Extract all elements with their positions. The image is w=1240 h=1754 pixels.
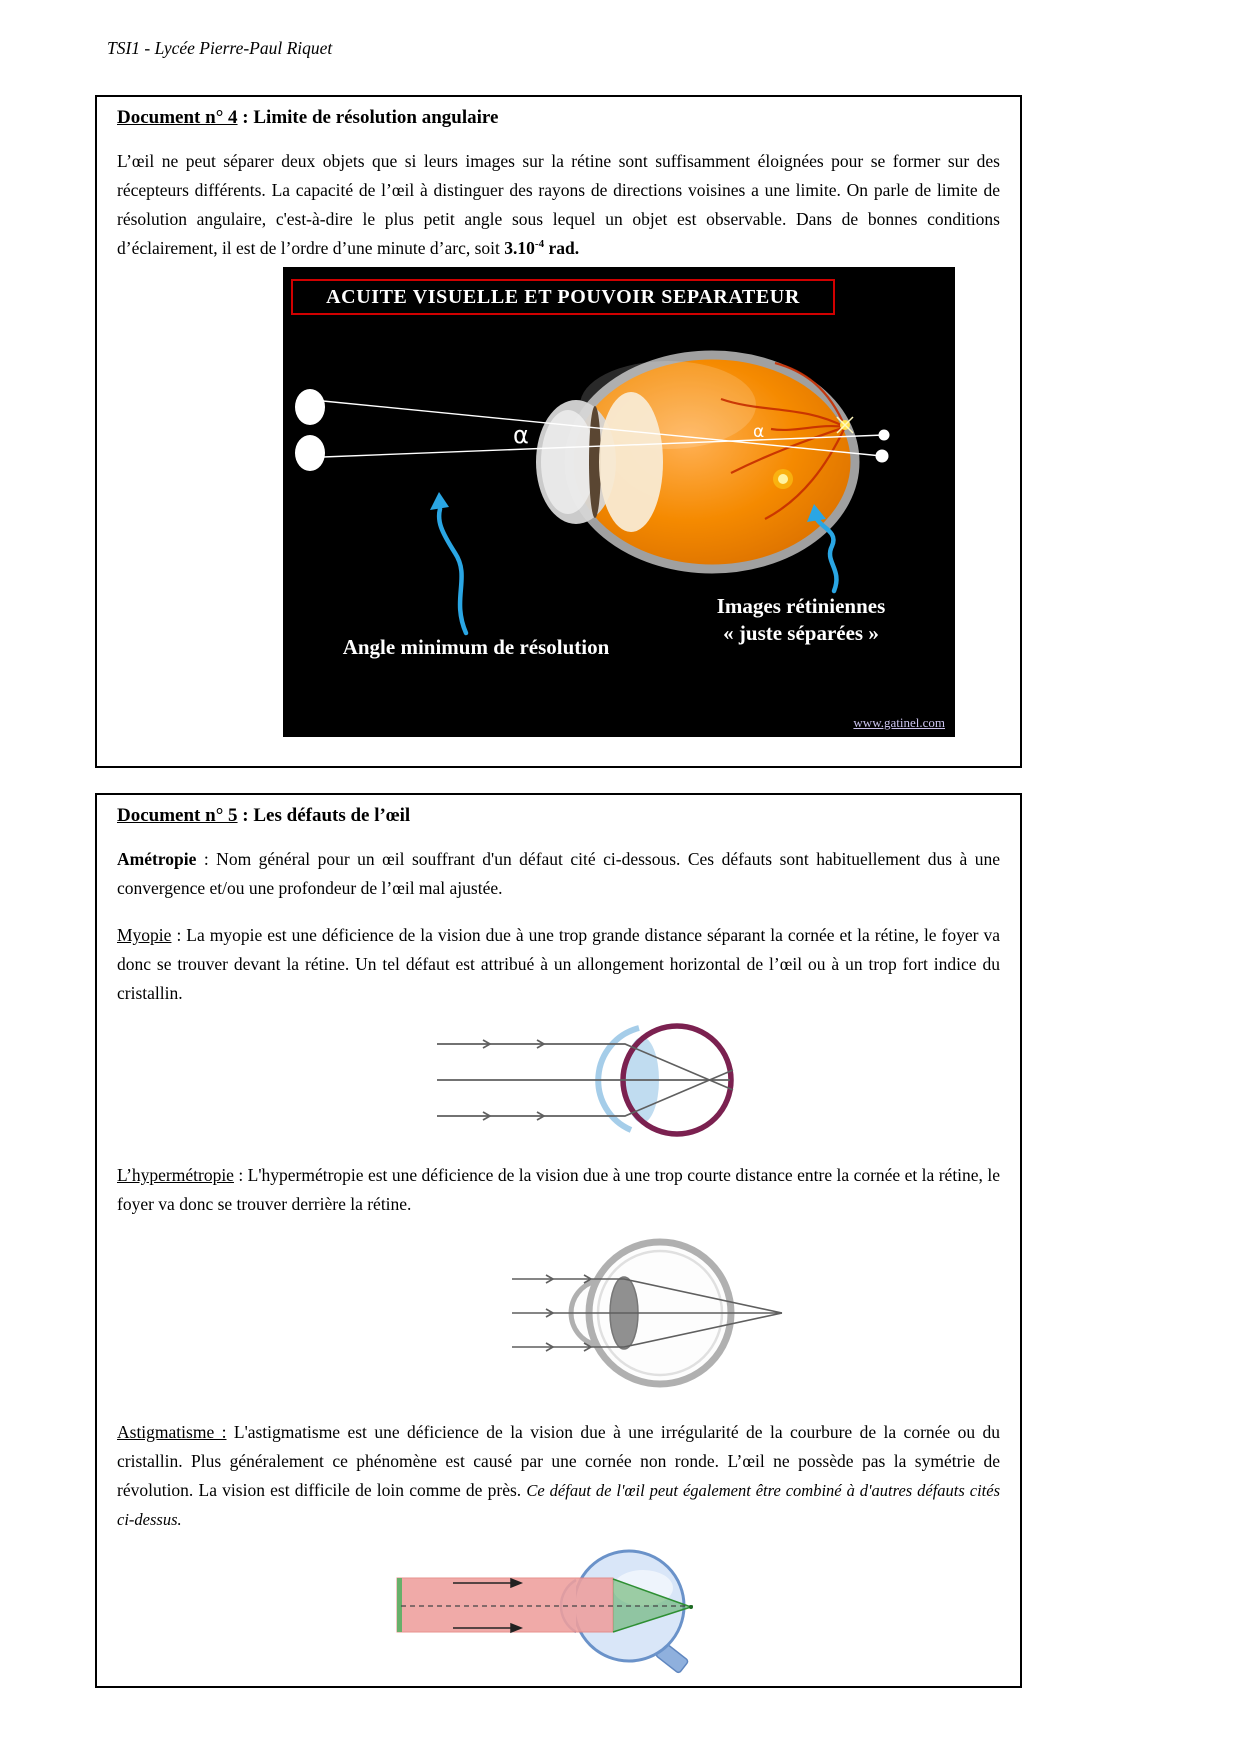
doc5-box	[95, 793, 1022, 1688]
eye-diagram	[283, 267, 955, 737]
astigmatisme-italic-note: Ce défaut de l'œil peut également être combiné à d'autres défauts cités ci-dessus.	[117, 1481, 1000, 1529]
doc4-title-rest: : Limite de résolution angulaire	[237, 107, 499, 128]
doc5-title-rest: : Les défauts de l’œil	[237, 805, 411, 826]
doc4-title	[117, 107, 1000, 129]
astigmatisme-term: Astigmatisme :	[117, 1422, 227, 1442]
hypermetropie-term: L’hypermétropie	[117, 1165, 234, 1185]
doc4-title-label: Document n° 4	[117, 107, 238, 128]
figure-title: ACUITE VISUELLE ET POUVOIR SEPARATEUR	[291, 279, 835, 315]
doc4-paragraph-text: L’œil ne peut séparer deux objets que si leurs images sur la rétine sont suffisamment éloignées pour se former sur des récepteurs différents. La capacité de l’œil à distinguer des rayons de directions voisines a une limite. On parle de limite de résolution angulaire, c'est-à-dire le plus petit angle sous lequel un objet est observable. Dans de bonnes conditions d’éclairement, il est de l’ordre d’une minute d’arc, soit	[117, 151, 1000, 258]
doc4-value-unit: rad.	[544, 238, 580, 258]
myopia-diagram	[425, 1018, 755, 1143]
page-header: TSI1 - Lycée Pierre-Paul Riquet	[107, 38, 333, 58]
angle-minimum-label: Angle minimum de résolution	[342, 635, 610, 659]
astigmatisme-paragraph	[117, 1418, 1000, 1534]
doc4-value-bold: 3.10	[504, 238, 535, 258]
doc4-value-exponent: -4	[534, 238, 545, 251]
doc5-title-label: Document n° 5	[117, 805, 238, 826]
retinal-images-label	[681, 593, 921, 647]
alpha-label-left: α	[513, 421, 529, 449]
myopie-paragraph	[117, 921, 1000, 1008]
doc5-title	[117, 805, 1000, 827]
astigmatism-diagram	[395, 1542, 715, 1677]
acuity-figure	[283, 267, 955, 737]
ametropie-text: : Nom général pour un œil souffrant d'un défaut cité ci-dessous. Ces défauts sont habituellement dus à une convergence et/ou une profondeur de l’œil mal ajustée.	[117, 849, 1000, 898]
ametropie-term: Amétropie	[117, 849, 197, 869]
hypermetropia-diagram	[510, 1225, 790, 1400]
blue-arrow-left-icon	[430, 492, 466, 633]
myopie-text: : La myopie est une déficience de la vision due à une trop grande distance séparant la cornée et la rétine, le foyer va donc se trouver devant la rétine. Un tel défaut est attribué à un allongement horizontal de l’œil ou à un trop fort indice du cristallin.	[117, 925, 1000, 1003]
myopie-term: Myopie	[117, 925, 172, 945]
retinal-images-label-line2: « juste séparées »	[723, 621, 879, 645]
ametropie-paragraph	[117, 845, 1000, 903]
alpha-label-right: α	[753, 422, 765, 442]
retinal-images-label-line1: Images rétiniennes	[716, 594, 886, 618]
astigmatisme-text: L'astigmatisme est une déficience de la vision due à une irrégularité de la courbure de la cornée ou du cristallin. Plus généralement ce phénomène est causé par une cornée non ronde. L’œil ne possède pas la symétrie de révolution. La vision est difficile de loin comme de près.	[117, 1422, 1000, 1500]
hypermetropie-paragraph	[117, 1161, 1000, 1219]
doc4-box	[95, 95, 1022, 768]
website-credit: www.gatinel.com	[853, 715, 945, 730]
hypermetropie-text: : L'hypermétropie est une déficience de la vision due à une trop courte distance entre la cornée et la rétine, le foyer va donc se trouver derrière la rétine.	[117, 1165, 1000, 1214]
doc4-paragraph	[117, 147, 1000, 263]
